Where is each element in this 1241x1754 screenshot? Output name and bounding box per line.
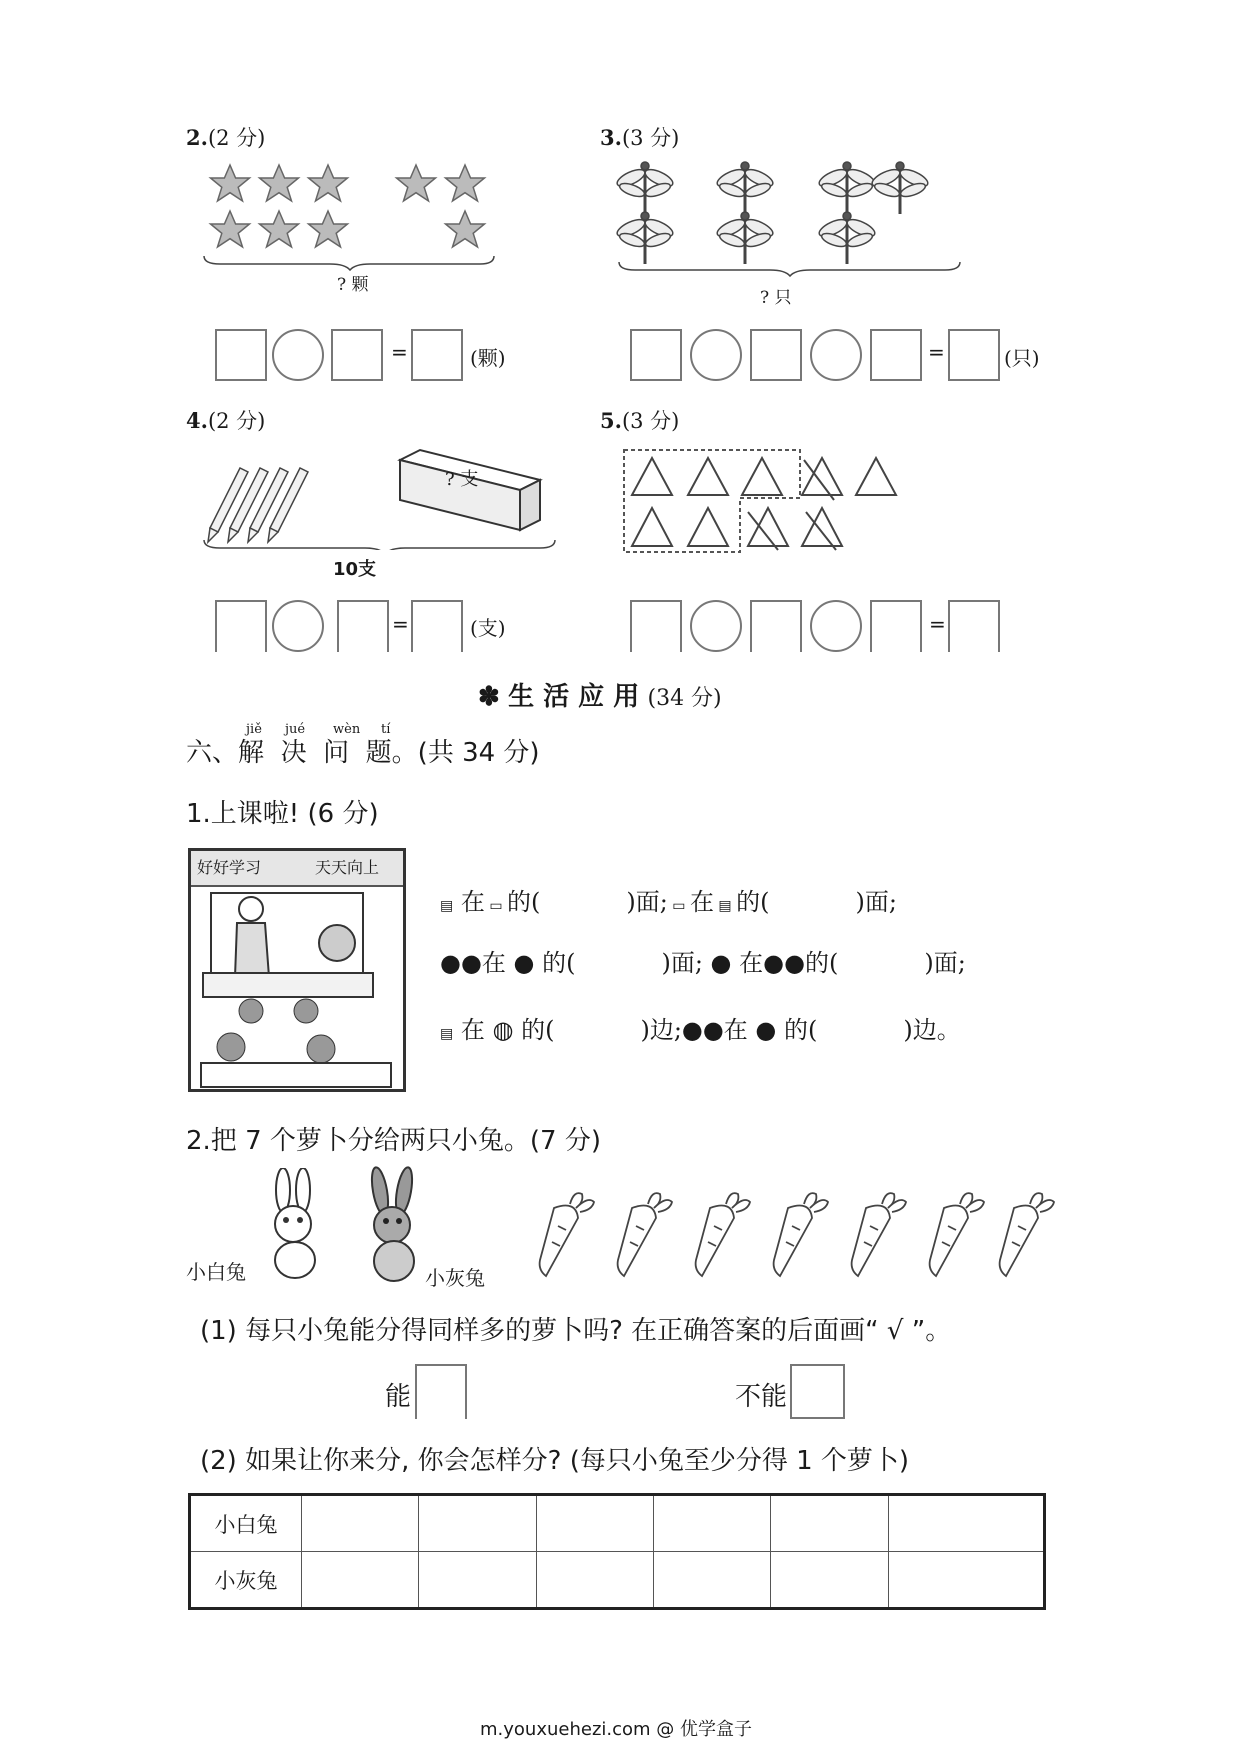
teacher-head	[239, 897, 263, 921]
answer-cell[interactable]	[653, 1495, 770, 1552]
pencil-box-label: ? 支	[445, 469, 479, 490]
answer-cell[interactable]	[771, 1495, 888, 1552]
star-icon	[309, 211, 348, 247]
classroom-picture	[188, 848, 406, 1092]
student-icon: ●	[747, 1016, 784, 1044]
p1-row-3: ▤ 在 ◍ 的( )边;●●在 ● 的( )边。	[440, 1016, 961, 1044]
brace	[204, 540, 555, 550]
answer-cell[interactable]	[536, 1495, 653, 1552]
q2-heading: 2.(2 分)	[186, 125, 266, 150]
teacher-body	[235, 923, 269, 977]
dragonfly-icon	[715, 212, 775, 264]
table-row	[190, 1552, 1045, 1609]
students-icon: ●●	[681, 1016, 724, 1044]
star-icon	[309, 165, 348, 201]
p1-title: 1.上课啦! (6 分)	[186, 799, 379, 829]
star-icon	[211, 211, 250, 247]
poster-left: 好好学习	[197, 858, 262, 877]
operator-circle[interactable]	[272, 600, 324, 652]
q4-unit: (支)	[470, 616, 506, 640]
equals-sign: =	[391, 340, 408, 364]
answer-box[interactable]	[337, 600, 389, 652]
answer-box[interactable]	[215, 329, 267, 381]
answer-box[interactable]	[948, 329, 1000, 381]
q4-heading: 4.(2 分)	[186, 408, 266, 433]
answer-cell[interactable]	[536, 1552, 653, 1609]
book-icon: ▤	[440, 898, 454, 914]
q5-heading: 5.(3 分)	[600, 408, 680, 433]
q3-unit: (只)	[1004, 346, 1040, 370]
operator-circle[interactable]	[690, 329, 742, 381]
q5-triangles-figure	[620, 440, 920, 560]
section-title: ✽ 生 活 应 用 (34 分)	[478, 682, 722, 712]
classroom-illustration	[191, 887, 403, 1089]
answer-cell[interactable]	[302, 1552, 419, 1609]
globe-icon: ◍	[484, 1016, 522, 1044]
row-header: 小白兔	[190, 1495, 302, 1552]
cross-out-mark	[748, 460, 836, 550]
dragonfly-icon	[615, 162, 675, 214]
answer-cell[interactable]	[653, 1552, 770, 1609]
student-head	[307, 1035, 335, 1063]
p2-title: 2.把 7 个萝卜分给两只小兔。(7 分)	[186, 1126, 601, 1156]
dragonfly-icon	[715, 162, 775, 214]
answer-cell[interactable]	[302, 1495, 419, 1552]
student-head	[239, 999, 263, 1023]
answer-box[interactable]	[630, 329, 682, 381]
answer-box[interactable]	[750, 600, 802, 652]
star-icon	[397, 165, 436, 201]
no-label: 不能	[735, 1382, 788, 1412]
p1-row-2: ●●在 ● 的( )面; ● 在●●的( )面;	[440, 949, 966, 977]
operator-circle[interactable]	[272, 329, 324, 381]
dragonfly-icon	[870, 162, 930, 214]
q2-unit: (颗)	[470, 346, 506, 370]
book-icon: ▤	[440, 1026, 454, 1042]
carrot-icon	[930, 1193, 984, 1276]
teacher-desk	[203, 973, 373, 997]
answer-box[interactable]	[215, 600, 267, 652]
p2-question-1: (1) 每只小兔能分得同样多的萝卜吗? 在正确答案的后面画“ √ ”。	[200, 1316, 952, 1346]
star-icon	[260, 211, 299, 247]
no-checkbox[interactable]	[790, 1364, 845, 1419]
answer-box[interactable]	[750, 329, 802, 381]
student-head	[294, 999, 318, 1023]
brace	[619, 262, 960, 276]
answer-box[interactable]	[870, 329, 922, 381]
answer-box[interactable]	[630, 600, 682, 652]
students-icon: ●●	[440, 949, 482, 977]
pencil-icon	[208, 468, 308, 542]
equals-sign: =	[928, 340, 945, 364]
q3-heading: 3.(3 分)	[600, 125, 680, 150]
answer-box[interactable]	[411, 329, 463, 381]
answer-box[interactable]	[331, 329, 383, 381]
equals-sign: =	[929, 612, 946, 636]
students-icon: ●●	[763, 949, 806, 977]
book-icon: ▤	[713, 898, 737, 914]
answer-cell[interactable]	[888, 1552, 1044, 1609]
answer-box[interactable]	[870, 600, 922, 652]
student-head	[217, 1033, 245, 1061]
gray-rabbit-label: 小灰兔	[425, 1266, 485, 1290]
dragonfly-icon	[817, 212, 877, 264]
globe-icon	[319, 925, 355, 961]
operator-circle[interactable]	[810, 600, 862, 652]
star-icon	[446, 165, 485, 201]
star-icon	[211, 165, 250, 201]
operator-circle[interactable]	[810, 329, 862, 381]
yes-checkbox[interactable]	[415, 1364, 467, 1419]
equals-sign: =	[392, 612, 409, 636]
white-rabbit-icon	[255, 1168, 340, 1283]
q4-brace-label: 10支	[333, 559, 377, 580]
answer-cell[interactable]	[888, 1495, 1044, 1552]
carrots-figure	[530, 1190, 1060, 1280]
q3-dragonflies-figure	[615, 160, 965, 290]
desk-icon: ▭	[484, 898, 508, 914]
star-icon	[446, 211, 485, 247]
pinyin-jue: jué	[285, 722, 306, 737]
carrot-icon	[1000, 1193, 1054, 1276]
part6-heading: 六、解 决 问 题。(共 34 分)	[186, 738, 540, 768]
p2-question-2: (2) 如果让你来分, 你会怎样分? (每只小兔至少分得 1 个萝卜)	[200, 1446, 910, 1476]
answer-cell[interactable]	[419, 1552, 536, 1609]
white-rabbit-label: 小白兔	[186, 1260, 246, 1284]
pinyin-jie: jiě	[246, 722, 262, 737]
carrot-icon	[774, 1193, 828, 1276]
pinyin-wen: wèn	[333, 722, 361, 737]
p1-row-1: ▤ 在 ▭ 的( )面; ▭ 在 ▤ 的( )面;	[440, 888, 897, 916]
row-header: 小灰兔	[190, 1552, 302, 1609]
q2-brace-label: ? 颗	[337, 275, 369, 295]
operator-circle[interactable]	[690, 600, 742, 652]
dragonfly-icon	[817, 162, 877, 214]
student-icon: ●	[505, 949, 543, 977]
student-icon: ●	[702, 949, 740, 977]
footer-watermark: m.youxuehezi.com @ 优学盒子	[480, 1719, 753, 1740]
answer-box[interactable]	[411, 600, 463, 652]
pinyin-ti: tí	[381, 722, 391, 737]
brace	[204, 256, 494, 270]
q3-brace-label: ? 只	[760, 288, 792, 308]
carrot-icon	[540, 1193, 594, 1276]
desk-icon: ▭	[667, 898, 690, 914]
answer-cell[interactable]	[419, 1495, 536, 1552]
yes-label: 能	[385, 1382, 412, 1412]
answer-box[interactable]	[948, 600, 1000, 652]
answer-cell[interactable]	[771, 1552, 888, 1609]
poster-right: 天天向上	[315, 858, 380, 877]
carrot-icon	[696, 1193, 750, 1276]
star-icon	[260, 165, 299, 201]
q4-pencils-figure	[200, 440, 560, 550]
distribution-table	[188, 1493, 1046, 1610]
carrot-icon	[618, 1193, 672, 1276]
table-row	[190, 1495, 1045, 1552]
student-desk	[201, 1063, 391, 1087]
dragonfly-icon	[615, 212, 675, 264]
carrot-icon	[852, 1193, 906, 1276]
